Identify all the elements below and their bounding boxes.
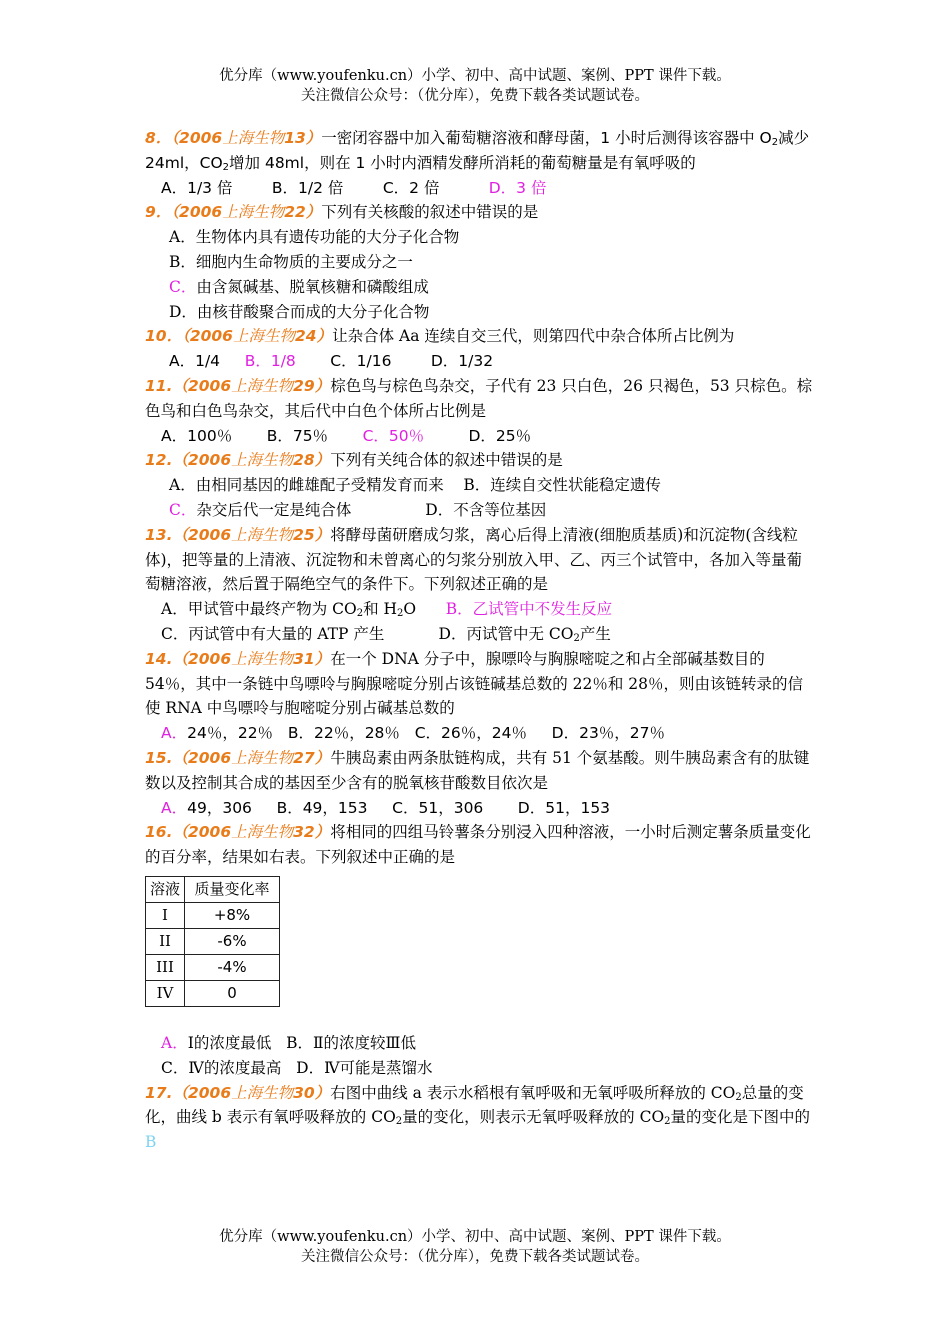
option-a: A．49，306 [161, 798, 252, 817]
option-c: C．1/16 [330, 352, 392, 371]
question-13 [145, 523, 815, 597]
options-row [145, 473, 815, 498]
options-row [145, 796, 815, 821]
option-c: C．杂交后代一定是纯合体 [169, 500, 352, 519]
option-b: B．1/2 倍 [271, 178, 344, 197]
question-number: 12.（ [145, 451, 188, 470]
question-text: 右图中曲线 a 表示水稻根有氧呼吸和无氧呼吸所释放的 $CO_2$总量的变化，曲线 b 表示有氧呼吸释放的 $CO_2$量的变化，则表示无氧呼吸释放的 $CO_2$量的变化是下图中的 [145, 1083, 811, 1128]
table-row [146, 980, 280, 1006]
option-b: B．乙试管中不发生反应 [445, 600, 613, 619]
option-b: B．连续自交性状能稳定遗传 [463, 476, 661, 495]
question-14 [145, 647, 815, 721]
table-header: 溶液 [146, 876, 185, 902]
question-number: 10．（ [145, 327, 190, 346]
header-line-2: 关注微信公众号：（优分库），免费下载各类试题试卷。 [301, 88, 649, 104]
data-table [145, 876, 280, 1007]
table-cell: -6% [185, 928, 280, 954]
option-a: A．1/3 倍 [161, 178, 233, 197]
option-b: B．细胞内生命物质的主要成分之一 [169, 252, 413, 271]
question-17 [145, 1081, 815, 1155]
option-a: A．24％，22％ [161, 724, 274, 743]
option-d: D．51，153 [517, 798, 611, 817]
table-row [146, 902, 280, 928]
option-c: C．26％，24％ [414, 724, 527, 743]
table-cell: +8% [185, 902, 280, 928]
question-11 [145, 374, 815, 424]
question-number: 8．（ [145, 129, 180, 147]
question-source: 2006上海生物24） [189, 327, 333, 346]
question-source: 2006上海生物31） [187, 649, 331, 668]
table-cell: II [146, 928, 185, 954]
table-header: 质量变化率 [185, 876, 280, 902]
option-d: D．Ⅳ可能是蒸馏水 [296, 1058, 433, 1077]
page-header [0, 66, 950, 106]
question-text: 在一个 DNA 分子中，腺嘌呤与胸腺嘧啶之和占全部碱基数目的 54％，其中一条链中鸟嘌呤与胸腺嘧啶分别占该链碱基总数的 22％和 28％，则由该链转录的信使 RNA 中鸟嘌呤与胞嘧啶分别占碱基总数的 [145, 649, 804, 718]
table-cell: IV [146, 980, 185, 1006]
table-row [146, 928, 280, 954]
question-9 [145, 200, 815, 225]
question-number: 17.（ [145, 1083, 188, 1102]
option-d: D．1/32 [430, 352, 494, 371]
options-row [145, 176, 815, 201]
table-cell: I [146, 902, 185, 928]
option-d: D．3 倍 [488, 178, 547, 197]
question-number: 16.（ [145, 823, 188, 842]
options-row [145, 498, 815, 523]
question-content [145, 126, 815, 1155]
table-cell: -4% [185, 954, 280, 980]
question-text: 下列有关纯合体的叙述中错误的是 [330, 451, 563, 470]
question-source: 2006上海生物22） [179, 203, 322, 222]
option-d: D．23％，27％ [551, 724, 666, 743]
option-a: A．由相同基因的雌雄配子受精发育而来 [169, 476, 444, 495]
options-row [145, 424, 815, 449]
question-source: 2006上海生物27） [187, 748, 331, 767]
option-c: C．2 倍 [382, 178, 440, 197]
question-number: 13.（ [145, 525, 188, 544]
header-line-1: 优分库（www.youfenku.cn）小学、初中、高中试题、案例、PPT 课件下载。 [219, 68, 731, 84]
options-row [145, 349, 815, 374]
footer-line-1: 优分库（www.youfenku.cn）小学、初中、高中试题、案例、PPT 课件下载。 [219, 1229, 731, 1245]
question-8 [145, 126, 815, 176]
options-row [145, 1031, 815, 1056]
question-number: 9．（ [145, 203, 180, 222]
table-row [146, 954, 280, 980]
question-15 [145, 746, 815, 796]
option-c: C．丙试管中有大量的 ATP 产生 [161, 624, 385, 643]
option-b: B．Ⅱ的浓度较Ⅲ低 [286, 1033, 416, 1052]
table-cell: 0 [185, 980, 280, 1006]
question-10 [145, 324, 815, 349]
question-text: 牛胰岛素由两条肽链构成，共有 51 个氨基酸。则牛胰岛素含有的肽键数以及控制其合成的基因至少含有的脱氧核苷酸数目依次是 [145, 748, 810, 792]
option-c: C．由含氮碱基、脱氧核糖和磷酸组成 [169, 277, 429, 296]
options-row [145, 721, 815, 746]
question-16 [145, 820, 815, 870]
question-text: 让杂合体 Aa 连续自交三代，则第四代中杂合体所占比例为 [332, 327, 735, 346]
option-a: A．甲试管中最终产物为 $CO_2$和 $H_2O$ [161, 600, 417, 620]
question-source: 2006上海生物13） [179, 129, 322, 147]
question-source: 2006上海生物28） [187, 451, 331, 470]
question-text: 一密闭容器中加入葡萄糖溶液和酵母菌，1 小时后测得该容器中 $O_2$减少 24ml，$CO_2$增加 48ml，则在 1 小时内酒精发酵所消耗的葡萄糖量是有氧呼吸的 [145, 129, 810, 173]
option-a: A．1/4 [169, 352, 221, 371]
footer-line-2: 关注微信公众号：（优分库），免费下载各类试题试卷。 [301, 1249, 649, 1265]
option-a: A．生物体内具有遗传功能的大分子化合物 [169, 228, 460, 247]
option-b: B．1/8 [244, 352, 296, 371]
option-c: C．50％ [362, 426, 425, 445]
option-b: B．22％，28％ [287, 724, 400, 743]
option-b: B．75％ [266, 426, 329, 445]
option-c: C．Ⅳ的浓度最高 [161, 1058, 282, 1077]
options-row [145, 622, 815, 647]
option-a: A．Ⅰ的浓度最低 [161, 1033, 272, 1052]
table-cell: III [146, 954, 185, 980]
answer-letter: B [145, 1133, 157, 1152]
question-number: 14.（ [145, 649, 188, 668]
option-d: D．不含等位基因 [425, 500, 547, 519]
option-d: D．由核苷酸聚合而成的大分子化合物 [169, 302, 430, 321]
question-source: 2006上海生物29） [187, 376, 331, 395]
question-source: 2006上海生物25） [187, 525, 331, 544]
options-row [145, 597, 815, 622]
question-source: 2006上海生物32） [187, 823, 331, 842]
question-number: 15.（ [145, 748, 188, 767]
option-b: B．49，153 [276, 798, 368, 817]
option-d: D．25％ [468, 426, 532, 445]
table-header-row [146, 876, 280, 902]
option-a: A．100％ [161, 426, 233, 445]
question-text: 棕色鸟与棕色鸟杂交，子代有 23 只白色，26 只褐色，53 只棕色。棕色鸟和白色鸟杂交，其后代中白色个体所占比例是 [145, 376, 813, 420]
question-text: 将相同的四组马铃薯条分别浸入四种溶液，一小时后测定薯条质量变化的百分率，结果如右表。下列叙述中正确的是 [145, 823, 811, 867]
question-12 [145, 448, 815, 473]
page-footer [0, 1227, 950, 1267]
question-number: 11.（ [145, 376, 188, 395]
question-source: 2006上海生物30） [187, 1083, 331, 1102]
option-c: C．51，306 [392, 798, 484, 817]
question-text: 将酵母菌研磨成匀浆，离心后得上清液(细胞质基质)和沉淀物(含线粒体)，把等量的上清液、沉淀物和未曾离心的匀浆分别放入甲、乙、丙三个试管中，各加入等量葡萄糖溶液，然后置于隔绝空气的条件下。下列叙述正确的是 [145, 525, 803, 594]
question-text: 下列有关核酸的叙述中错误的是 [321, 203, 539, 222]
options-row [145, 1056, 815, 1081]
option-d: D．丙试管中无 $CO_2$产生 [438, 624, 611, 644]
